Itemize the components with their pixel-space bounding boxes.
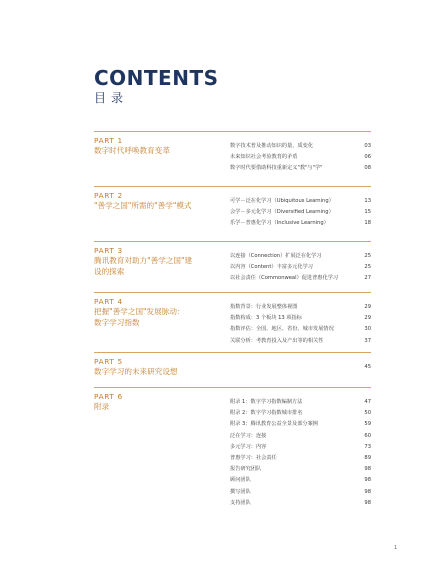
toc-entry[interactable]: [230, 442, 371, 453]
section-title-line: "善学之国"所需的"善学"模式: [94, 201, 192, 210]
entry-label: 会学－多元化学习（Diversified Learning）: [230, 209, 334, 216]
entry-page-number: 30: [364, 326, 371, 333]
section-title-line: 数字时代呼唤教育变革: [94, 146, 170, 155]
toc-entry[interactable]: [230, 362, 371, 373]
entry-label: 顾问团队: [230, 477, 251, 484]
entry-page-number: 98: [364, 466, 371, 473]
toc-entry[interactable]: [230, 336, 371, 347]
section-entries: [230, 196, 371, 230]
entry-label: 附录 3：腾讯教育公益全景及部分案例: [230, 421, 318, 428]
entry-page-number: 73: [364, 443, 371, 450]
section-title-line: 数字学习指数: [94, 318, 140, 327]
part-label: PART 5: [94, 357, 123, 366]
entry-label: 以内容（Content）丰富多元化学习: [230, 264, 313, 271]
section-entries: [230, 302, 371, 347]
entry-label: 普惠学习：社会责任: [230, 454, 277, 461]
toc-section: [94, 352, 371, 376]
section-entries: [230, 141, 371, 175]
entry-page-number: 50: [364, 410, 371, 417]
entry-page-number: 29: [364, 304, 371, 310]
entry-label: 报告研究团队: [230, 466, 262, 473]
toc-entry[interactable]: [230, 408, 371, 419]
section-heading: [94, 136, 224, 156]
toc-entry[interactable]: [230, 475, 371, 486]
page-number: 1: [394, 545, 398, 551]
contents-subtitle: 目录: [94, 91, 129, 105]
entry-page-number: 15: [364, 209, 371, 216]
toc-entry[interactable]: [230, 273, 371, 284]
toc-entry[interactable]: [230, 464, 371, 475]
section-title-line: 设的探索: [94, 267, 125, 276]
entry-page-number: 18: [364, 220, 371, 227]
entry-label: 指数背景：行业发展整体视图: [230, 304, 298, 310]
section-title-line: 腾讯教育对助力"善学之国"建: [94, 256, 193, 265]
entry-label: 附录 1：数字学习指数编制方法: [230, 399, 303, 405]
entry-label: 可学－泛在化学习（Ubiquitous Learning）: [230, 198, 334, 204]
toc-entry[interactable]: [230, 397, 371, 408]
entry-page-number: 60: [364, 432, 371, 439]
section-heading: [94, 246, 224, 277]
toc-entry[interactable]: [230, 453, 371, 464]
entry-page-number: 25: [364, 253, 371, 259]
toc-entry[interactable]: [230, 218, 371, 229]
section-heading: [94, 392, 224, 412]
toc-entry[interactable]: [230, 152, 371, 163]
entry-label: 以连接（Connection）扩展泛在化学习: [230, 253, 322, 259]
entry-page-number: 29: [364, 315, 371, 322]
entry-label: 未来知识社会考验教育的矛盾: [230, 154, 298, 161]
part-label: PART 6: [94, 392, 123, 401]
entry-page-number: 98: [364, 477, 371, 484]
entry-page-number: 89: [364, 454, 371, 461]
toc-section: [94, 387, 371, 506]
section-title-line: 数字学习的未来研究设想: [94, 367, 178, 376]
entry-label: 以社会责任（Commonweal）促进普惠化学习: [230, 275, 339, 282]
entry-label: 指数构成：3 个板块 13 项指标: [230, 315, 302, 322]
entry-page-number: 47: [364, 399, 371, 405]
part-label: PART 4: [94, 297, 123, 306]
section-title-line: 把握"善学之国"发展脉动：: [94, 307, 185, 316]
toc-section: [94, 292, 371, 344]
entry-page-number: 37: [364, 337, 371, 344]
toc-entry[interactable]: [230, 431, 371, 442]
entry-page-number: 25: [364, 264, 371, 271]
entry-label: 多元学习：内容: [230, 443, 267, 450]
entry-page-number: 27: [364, 275, 371, 282]
toc-section: [94, 241, 371, 282]
section-heading: [94, 297, 224, 328]
section-entries: [230, 251, 371, 285]
entry-page-number: 06: [364, 154, 371, 161]
entry-label: 撰写团队: [230, 488, 251, 495]
toc-entry[interactable]: [230, 163, 371, 174]
entry-label: 数字技术普及推动知识的量、质变化: [230, 143, 314, 149]
part-label: PART 3: [94, 246, 123, 255]
entry-page-number: 45: [364, 364, 371, 370]
entry-label: 乐学－普惠化学习（Inclusive Learning）: [230, 220, 329, 227]
toc-section: [94, 131, 371, 172]
section-heading: [94, 191, 224, 211]
entry-page-number: 08: [364, 165, 371, 172]
toc-entry[interactable]: [230, 487, 371, 498]
section-heading: [94, 357, 224, 377]
section-entries: [230, 397, 371, 509]
entry-label: 关联分析：考教育投入及产出等的相关性: [230, 337, 324, 344]
entry-page-number: 13: [364, 198, 371, 204]
entry-label: 支持团队: [230, 499, 251, 506]
entry-page-number: 59: [364, 421, 371, 428]
toc-entry[interactable]: [230, 324, 371, 335]
toc-entry[interactable]: [230, 251, 371, 262]
entry-label: 数字时代要借助科技重新定义"教"与"学": [230, 165, 323, 172]
entry-label: 泛在学习：连接: [230, 432, 267, 439]
part-label: PART 2: [94, 191, 123, 200]
entry-page-number: 98: [364, 488, 371, 495]
toc-section: [94, 186, 371, 227]
toc-entry[interactable]: [230, 498, 371, 509]
toc-entry[interactable]: [230, 196, 371, 207]
entry-page-number: 98: [364, 499, 371, 506]
part-label: PART 1: [94, 136, 123, 145]
toc-entry[interactable]: [230, 262, 371, 273]
toc-entry[interactable]: [230, 207, 371, 218]
section-entries: [230, 362, 371, 373]
entry-page-number: 03: [364, 143, 371, 149]
entry-label: 附录 2：数字学习指数城市排名: [230, 410, 303, 417]
toc-entry[interactable]: [230, 419, 371, 430]
contents-title: CONTENTS: [94, 66, 219, 90]
toc-entry[interactable]: [230, 313, 371, 324]
toc-entry[interactable]: [230, 302, 371, 313]
entry-label: 指数评估：全国、地区、省份、城市发展情况: [230, 326, 334, 333]
toc-entry[interactable]: [230, 141, 371, 152]
section-title-line: 附录: [94, 402, 110, 411]
